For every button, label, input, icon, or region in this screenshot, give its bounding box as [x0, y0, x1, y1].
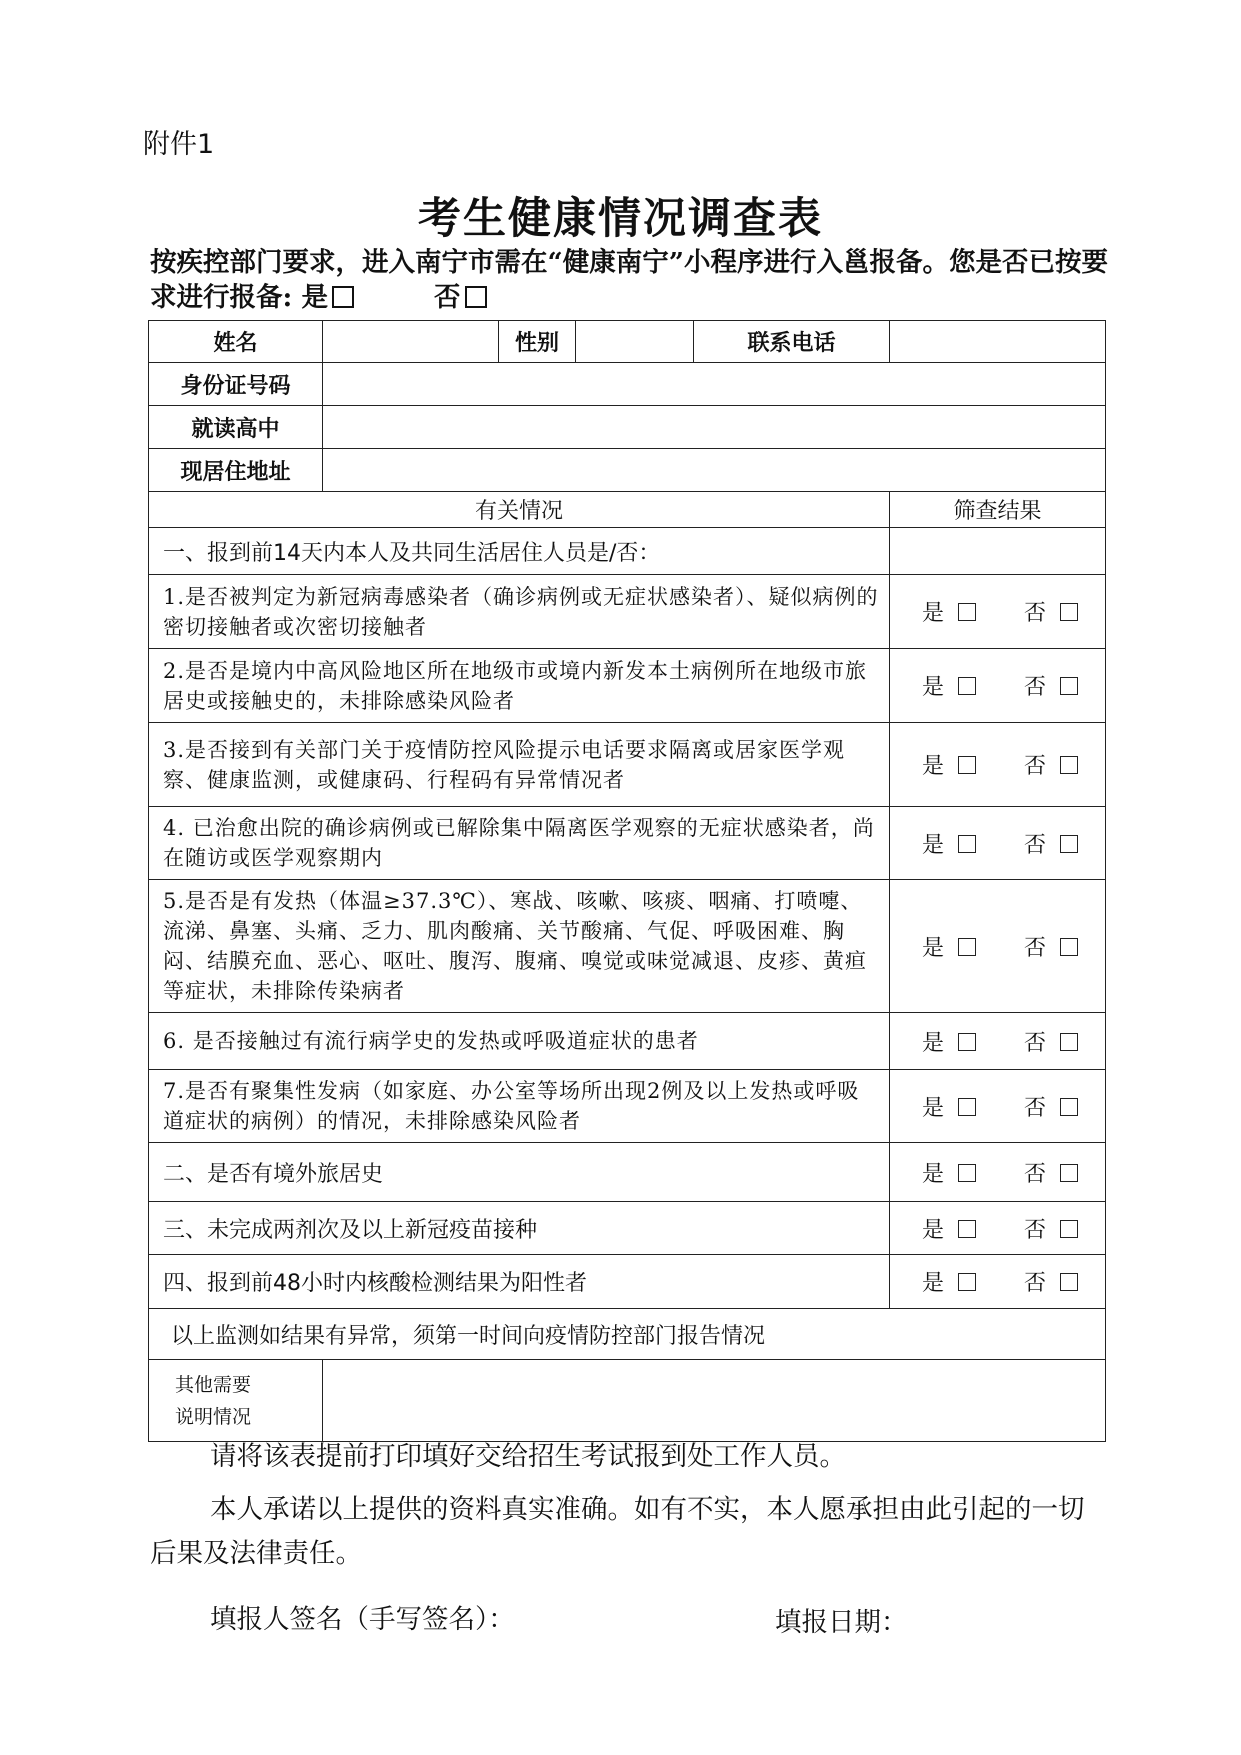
question-3: 3.是否接到有关部门关于疫情防控风险提示电话要求隔离或居家医学观察、健康监测，或健康码、行程码有异常情况者 [149, 723, 890, 807]
question-7-result [890, 1070, 1106, 1143]
question-6: 6. 是否接触过有流行病学史的发热或呼吸道症状的患者 [149, 1013, 890, 1070]
section-3-heading: 三、未完成两剂次及以上新冠疫苗接种 [149, 1202, 890, 1255]
no-label: 否 [1024, 675, 1047, 700]
id-number-label: 身份证号码 [149, 363, 323, 406]
address-field[interactable] [323, 449, 1106, 492]
yes-label: 是 [922, 754, 945, 779]
school-field[interactable] [323, 406, 1106, 449]
section-2-result [890, 1143, 1106, 1202]
date-label: 填报日期： [775, 1607, 908, 1638]
intro-yes-checkbox[interactable] [332, 286, 354, 308]
no-label: 否 [1024, 832, 1047, 858]
page-title: 考生健康情况调查表 [418, 194, 823, 244]
no-label: 否 [1024, 1217, 1047, 1243]
name-field[interactable] [323, 321, 499, 363]
yes-label: 是 [922, 1271, 945, 1296]
yes-label: 是 [922, 601, 945, 626]
no-label: 否 [1024, 1271, 1047, 1296]
section-2-heading: 二、是否有境外旅居史 [149, 1143, 890, 1202]
other-info-label-line-1: 其他需要 [175, 1373, 252, 1396]
intro-no-checkbox[interactable] [465, 286, 487, 308]
section-1-heading: 一、报到前14天内本人及共同生活居住人员是/否： [149, 528, 890, 575]
other-info-label [149, 1360, 323, 1442]
yes-checkbox[interactable] [958, 1273, 976, 1291]
other-info-field[interactable] [323, 1360, 1106, 1442]
yes-checkbox[interactable] [958, 603, 976, 621]
intro-question [150, 245, 1110, 315]
no-checkbox[interactable] [1060, 603, 1078, 621]
question-4: 4. 已治愈出院的确诊病例或已解除集中隔离医学观察的无症状感染者，尚在随访或医学观察期内 [149, 807, 890, 880]
result-header: 筛查结果 [890, 492, 1106, 528]
yes-checkbox[interactable] [958, 1164, 976, 1182]
section-4-result [890, 1255, 1106, 1309]
yes-label: 是 [922, 1095, 945, 1121]
attachment-label: 附件1 [143, 129, 215, 160]
question-1: 1.是否被判定为新冠病毒感染者（确诊病例或无症状感染者）、疑似病例的密切接触者或次密切接触者 [149, 575, 890, 649]
no-label: 否 [1024, 935, 1047, 961]
yes-checkbox[interactable] [958, 677, 976, 695]
intro-text: 按疾控部门要求，进入南宁市需在“健康南宁”小程序进行入邕报备。您是否已按要求进行报备: [150, 247, 1108, 313]
phone-label: 联系电话 [694, 321, 890, 363]
situation-header: 有关情况 [149, 492, 890, 528]
question-5-result [890, 880, 1106, 1013]
section-3-result [890, 1202, 1106, 1255]
yes-checkbox[interactable] [958, 1098, 976, 1116]
name-label: 姓名 [149, 321, 323, 363]
address-label: 现居住地址 [149, 449, 323, 492]
no-checkbox[interactable] [1060, 756, 1078, 774]
no-label: 否 [1024, 601, 1047, 626]
question-2: 2.是否是境内中高风险地区所在地级市或境内新发本土病例所在地级市旅居史或接触史的，未排除感染风险者 [149, 649, 890, 723]
no-label: 否 [1024, 1161, 1047, 1187]
intro-no-label: 否 [434, 282, 461, 313]
question-3-result [890, 723, 1106, 807]
no-label: 否 [1024, 1095, 1047, 1121]
no-checkbox[interactable] [1060, 1164, 1078, 1182]
yes-label: 是 [922, 832, 945, 858]
commitment-statement: 本人承诺以上提供的资料真实准确。如有不实，本人愿承担由此引起的一切后果及法律责任。 [150, 1494, 1085, 1569]
yes-checkbox[interactable] [958, 1220, 976, 1238]
question-4-result [890, 807, 1106, 880]
question-5: 5.是否是有发热（体温≥37.3℃）、寒战、咳嗽、咳痰、咽痛、打喷嚏、流涕、鼻塞、头痛、乏力、肌肉酸痛、关节酸痛、气促、呼吸困难、胸闷、结膜充血、恶心、呕吐、腹泻、腹痛、嗅觉或味觉减退、皮疹、黄疸等症状，未排除传染病者 [149, 880, 890, 1013]
section-4-heading: 四、报到前48小时内核酸检测结果为阳性者 [149, 1255, 890, 1309]
yes-label: 是 [922, 1217, 945, 1243]
signature-label: 填报人签名（手写签名）： [210, 1604, 515, 1635]
gender-label: 性别 [499, 321, 576, 363]
question-7: 7.是否有聚集性发病（如家庭、办公室等场所出现2例及以上发热或呼吸道症状的病例）的情况，未排除感染风险者 [149, 1070, 890, 1143]
question-1-result [890, 575, 1106, 649]
no-checkbox[interactable] [1060, 1273, 1078, 1291]
gender-field[interactable] [576, 321, 694, 363]
monitoring-note: 以上监测如结果有异常，须第一时间向疫情防控部门报告情况 [149, 1309, 1106, 1360]
yes-label: 是 [922, 935, 945, 961]
yes-checkbox[interactable] [958, 938, 976, 956]
no-checkbox[interactable] [1060, 677, 1078, 695]
yes-label: 是 [922, 1161, 945, 1187]
other-info-label-line-2: 说明情况 [175, 1405, 252, 1428]
yes-checkbox[interactable] [958, 1033, 976, 1051]
health-survey-table [148, 320, 1106, 1442]
yes-label: 是 [922, 675, 945, 700]
intro-yes-label: 是 [301, 282, 329, 313]
yes-checkbox[interactable] [958, 835, 976, 853]
question-6-result [890, 1013, 1106, 1070]
submit-instruction: 请将该表提前打印填好交给招生考试报到处工作人员。 [210, 1441, 846, 1472]
no-checkbox[interactable] [1060, 1220, 1078, 1238]
no-label: 否 [1024, 1030, 1047, 1056]
phone-field[interactable] [890, 321, 1106, 363]
school-label: 就读高中 [149, 406, 323, 449]
no-label: 否 [1024, 754, 1047, 779]
section-1-result [890, 528, 1106, 575]
no-checkbox[interactable] [1060, 1098, 1078, 1116]
no-checkbox[interactable] [1060, 938, 1078, 956]
id-number-field[interactable] [323, 363, 1106, 406]
yes-checkbox[interactable] [958, 756, 976, 774]
no-checkbox[interactable] [1060, 1033, 1078, 1051]
no-checkbox[interactable] [1060, 835, 1078, 853]
question-2-result [890, 649, 1106, 723]
yes-label: 是 [922, 1030, 945, 1056]
